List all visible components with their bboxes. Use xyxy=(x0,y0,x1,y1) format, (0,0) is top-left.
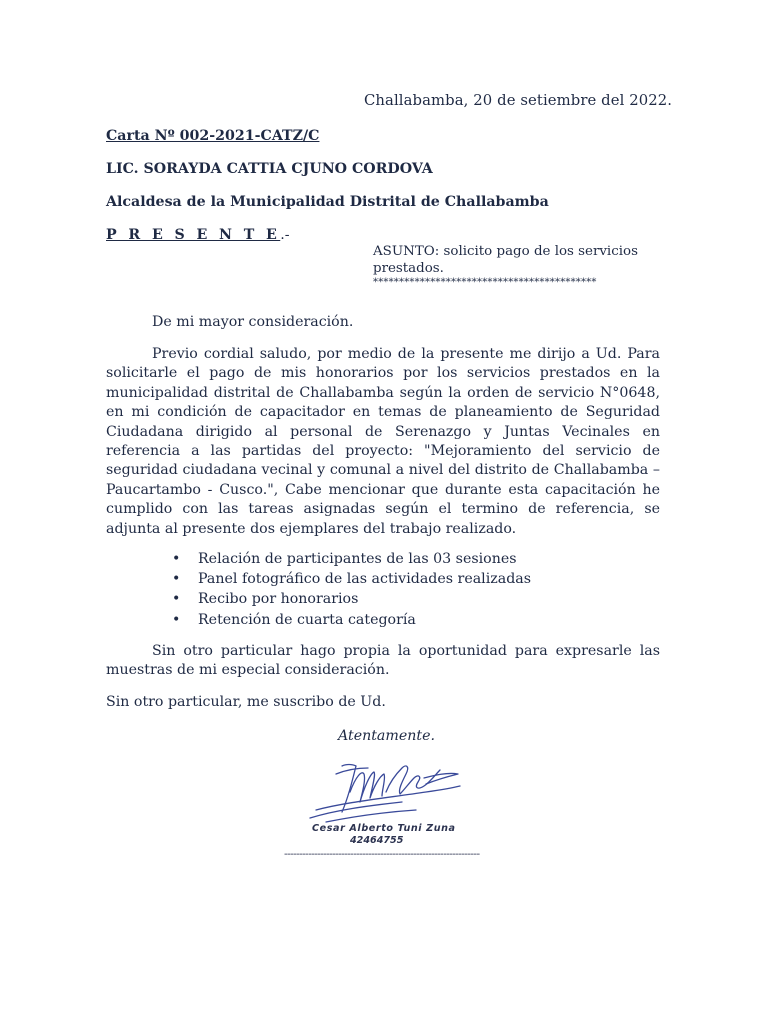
bullet-icon: • xyxy=(172,591,181,608)
list-item xyxy=(170,549,531,569)
list-item-label: Panel fotográfico de las actividades realizadas xyxy=(198,571,532,588)
subject-block xyxy=(373,243,663,289)
bullet-icon: • xyxy=(172,551,181,567)
presente-word: P R E S E N T E xyxy=(106,227,281,243)
presente-suffix: .- xyxy=(280,227,290,243)
addressee-name: LIC. SORAYDA CATTIA CJUNO CORDOVA xyxy=(106,161,433,177)
list-item xyxy=(170,610,531,630)
farewell: Sin otro particular, me suscribo de Ud. xyxy=(106,694,386,710)
body-paragraph: Previo cordial saludo, por medio de la presente me dirijo a Ud. Para solicitarle el pago de mis honorarios por los servicios prestados en la municipalidad distrital de Challabamba según la orden de servicio N°0648, en mi condición de capacitador en temas de planeamiento de Seguridad Ciudadana dirigido al personal de Serenazgo y Juntas Vecinales en referencia a las partidas del proyecto: "Mejoramiento del servicio de seguridad ciudadana vecinal y comunal a nivel del distrito de Challabamba – Paucartambo - Cusco.", Cabe mencionar que durante esta capacitación he cumplido con las tareas asignadas según el termino de referencia, se adjunta al presente dos ejemplares del trabajo realizado. xyxy=(106,346,660,537)
list-item-label: Recibo por honorarios xyxy=(198,591,359,608)
handwritten-signature xyxy=(306,752,466,832)
list-item-label: Retención de cuarta categoría xyxy=(198,611,416,628)
signature-line: ----------------------------------------------------------------- xyxy=(284,849,480,860)
list-item-label: Relación de participantes de las 03 sesiones xyxy=(198,551,517,567)
letter-reference: Carta Nº 002-2021-CATZ/C xyxy=(106,128,320,144)
addressee-role: Alcaldesa de la Municipalidad Distrital de Challabamba xyxy=(106,194,549,210)
place-date: Challabamba, 20 de setiembre del 2022. xyxy=(364,92,673,109)
greeting: De mi mayor consideración. xyxy=(152,314,354,330)
regards: Atentamente. xyxy=(338,728,435,744)
signer-name: Cesar Alberto Tuni Zuna xyxy=(312,823,456,834)
signer-id: 42464755 xyxy=(350,835,404,846)
bullet-icon: • xyxy=(172,611,181,628)
closing-paragraph: Sin otro particular hago propia la oportunidad para expresarle las muestras de mi especial consideración. xyxy=(106,643,660,679)
list-item xyxy=(170,569,531,589)
subject-text: ASUNTO: solicito pago de los servicios prestados. xyxy=(373,244,638,276)
presente-heading xyxy=(106,226,290,246)
bullet-icon: • xyxy=(172,571,181,588)
subject-rule: ******************************************* xyxy=(373,277,597,288)
attachments-list xyxy=(170,549,531,630)
list-item xyxy=(170,589,531,609)
